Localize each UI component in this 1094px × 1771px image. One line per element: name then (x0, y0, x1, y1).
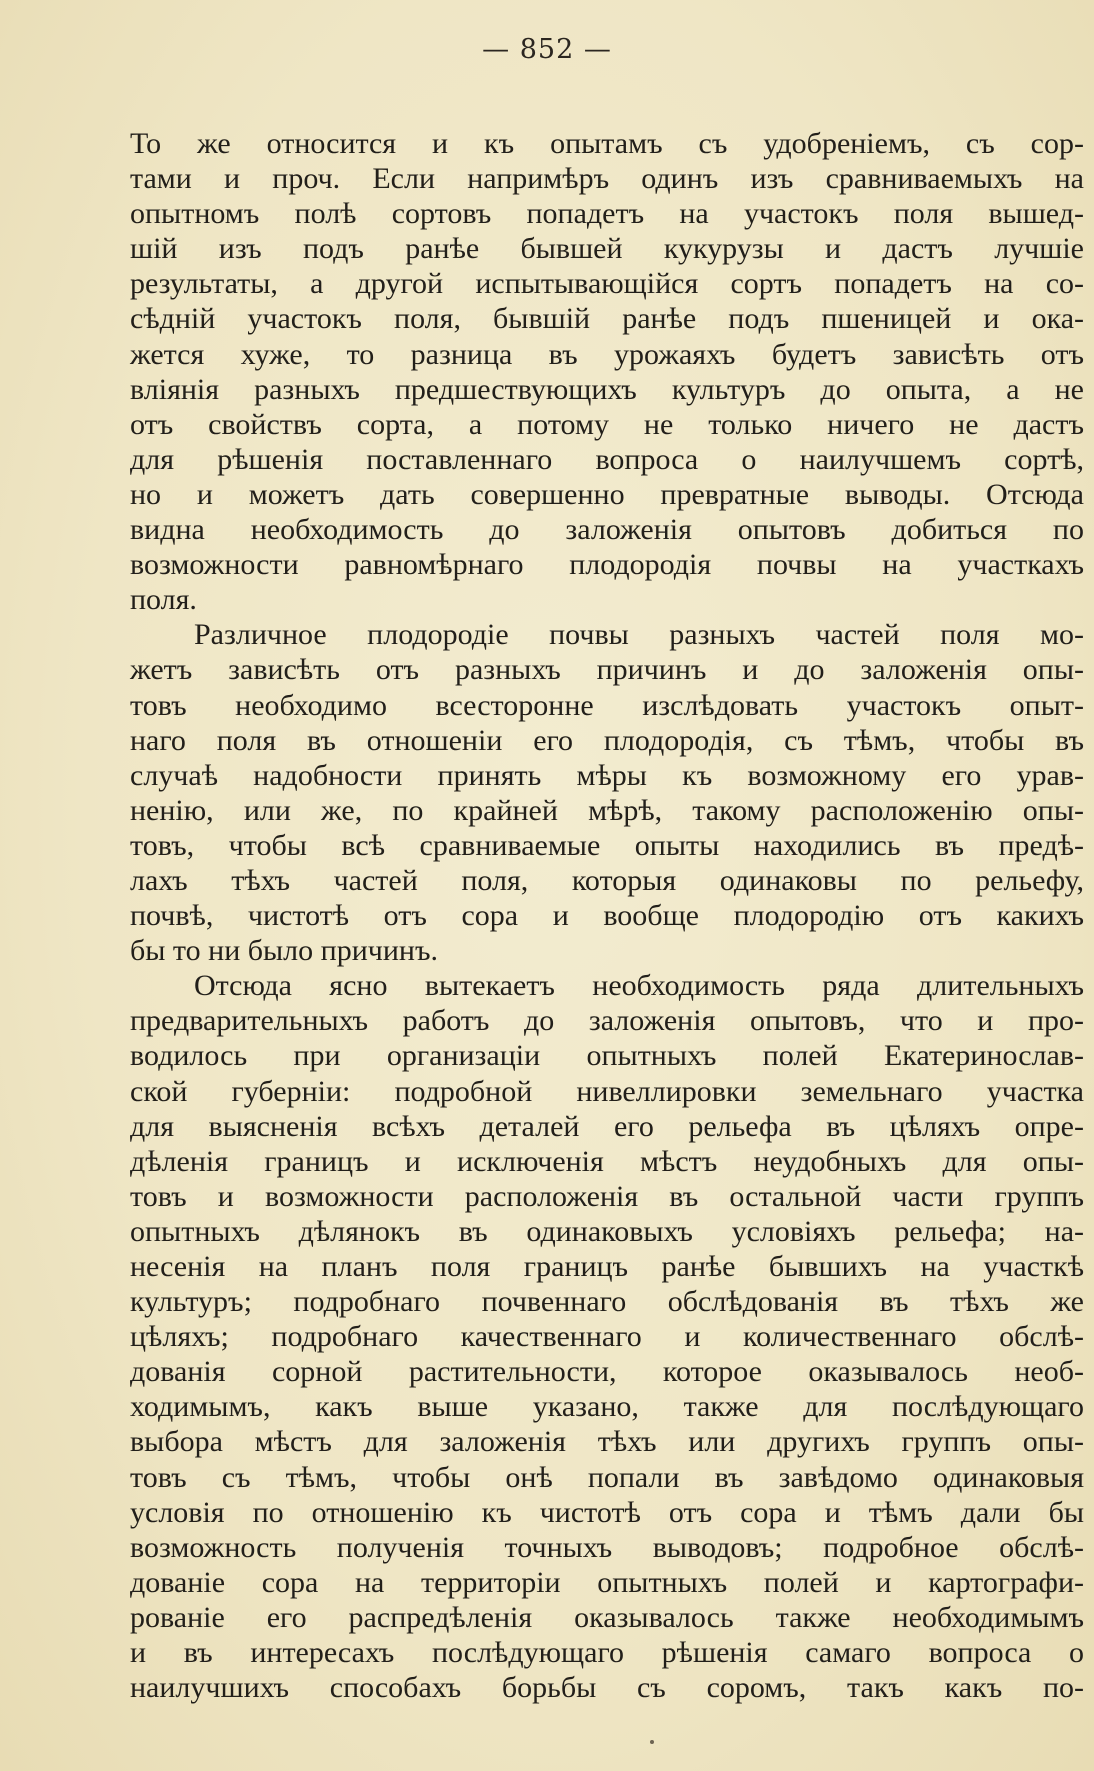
page-number: — 852 — (482, 34, 612, 65)
text-line: бы то ни было причинъ. (130, 934, 438, 968)
text-line: жется хуже, то разница въ урожаяхъ будетъ зависѣть отъ (130, 337, 1084, 371)
text-line: рованіе его распредѣленія оказывалось также необходимымъ (130, 1600, 1084, 1634)
text-line: шій изъ подъ ранѣе бывшей кукурузы и дастъ лучшіе (130, 232, 1084, 266)
text-line: тами и проч. Если напримѣръ одинъ изъ сравниваемыхъ на (130, 162, 1084, 196)
text-line: опытныхъ дѣлянокъ въ одинаковыхъ условіяхъ рельефа; на- (130, 1214, 1084, 1248)
text-line: Отсюда ясно вытекаетъ необходимость ряда длительныхъ (194, 969, 1084, 1003)
text-line: для рѣшенія поставленнаго вопроса о наилучшемъ сортѣ, (130, 442, 1084, 476)
text-line: видна необходимость до заложенія опытовъ добиться по (130, 513, 1084, 547)
text-line: лахъ тѣхъ частей поля, которыя одинаковы по рельефу, (130, 863, 1084, 897)
text-line: выбора мѣстъ для заложенія тѣхъ или другихъ группъ опы- (130, 1425, 1084, 1459)
text-line: но и можетъ дать совершенно превратные выводы. Отсюда (130, 477, 1084, 511)
text-line: товъ, чтобы всѣ сравниваемые опыты находились въ предѣ- (130, 828, 1084, 862)
text-line: жетъ зависѣть отъ разныхъ причинъ и до заложенія опы- (130, 653, 1084, 687)
text-line: наилучшихъ способахъ борьбы съ соромъ, такъ какъ по- (130, 1671, 1084, 1705)
text-line: для выясненія всѣхъ деталей его рельефа въ цѣляхъ опре- (130, 1109, 1084, 1143)
text-line: дованія сорной растительности, которое оказывалось необ- (130, 1355, 1084, 1389)
text-line: сѣдній участокъ поля, бывшій ранѣе подъ пшеницей и ока- (130, 302, 1084, 336)
text-line: случаѣ надобности принять мѣры къ возможному его урав- (130, 758, 1084, 792)
text-line: дѣленія границъ и исключенія мѣстъ неудобныхъ для опы- (130, 1144, 1084, 1178)
text-line: возможности равномѣрнаго плодородія почвы на участкахъ (130, 548, 1084, 582)
text-line: товъ и возможности расположенія въ остальной части группъ (130, 1179, 1084, 1213)
text-line: вліянія разныхъ предшествующихъ культуръ до опыта, а не (130, 372, 1084, 406)
print-mark (650, 1740, 654, 1744)
text-line: отъ свойствъ сорта, а потому не только ничего не дастъ (130, 407, 1084, 441)
text-line: То же относится и къ опытамъ съ удобреніемъ, съ сор- (130, 127, 1084, 160)
text-line: поля. (130, 583, 197, 617)
text-line: и въ интересахъ послѣдующаго рѣшенія самаго вопроса о (130, 1636, 1084, 1670)
text-line: дованіе сора на территоріи опытныхъ полей и картографи- (130, 1565, 1084, 1599)
text-line: несенія на планъ поля границъ ранѣе бывшихъ на участкѣ (130, 1250, 1084, 1283)
text-line: Различное плодородіе почвы разныхъ частей поля мо- (194, 618, 1084, 652)
text-line: возможность полученія точныхъ выводовъ; подробное обслѣ- (130, 1530, 1084, 1564)
text-line: цѣляхъ; подробнаго качественнаго и количественнаго обслѣ- (130, 1320, 1084, 1354)
text-line: ской губерніи: подробной нивеллировки земельнаго участка (130, 1074, 1084, 1108)
text-line: предварительныхъ работъ до заложенія опытовъ, что и про- (130, 1004, 1084, 1038)
text-line: наго поля въ отношеніи его плодородія, съ тѣмъ, чтобы въ (130, 723, 1084, 757)
text-line: ходимымъ, какъ выше указано, также для послѣдующаго (130, 1390, 1084, 1424)
text-line: опытномъ полѣ сортовъ попадетъ на участокъ поля вышед- (130, 197, 1084, 231)
text-line: результаты, а другой испытывающійся сортъ попадетъ на со- (130, 267, 1084, 301)
text-line: ненію, или же, по крайней мѣрѣ, такому расположенію опы- (130, 793, 1084, 827)
text-line: почвѣ, чистотѣ отъ сора и вообще плодородію отъ какихъ (130, 899, 1084, 933)
text-line: условія по отношенію къ чистотѣ отъ сора и тѣмъ дали бы (130, 1495, 1084, 1529)
text-line: товъ съ тѣмъ, чтобы онѣ попали въ завѣдомо одинаковыя (130, 1460, 1084, 1494)
body-text (130, 126, 1084, 1705)
text-line: водилось при организаціи опытныхъ полей Екатеринослав- (130, 1039, 1084, 1073)
text-line: культуръ; подробнаго почвеннаго обслѣдованія въ тѣхъ же (130, 1285, 1084, 1319)
text-line: товъ необходимо всесторонне изслѣдовать участокъ опыт- (130, 688, 1084, 722)
